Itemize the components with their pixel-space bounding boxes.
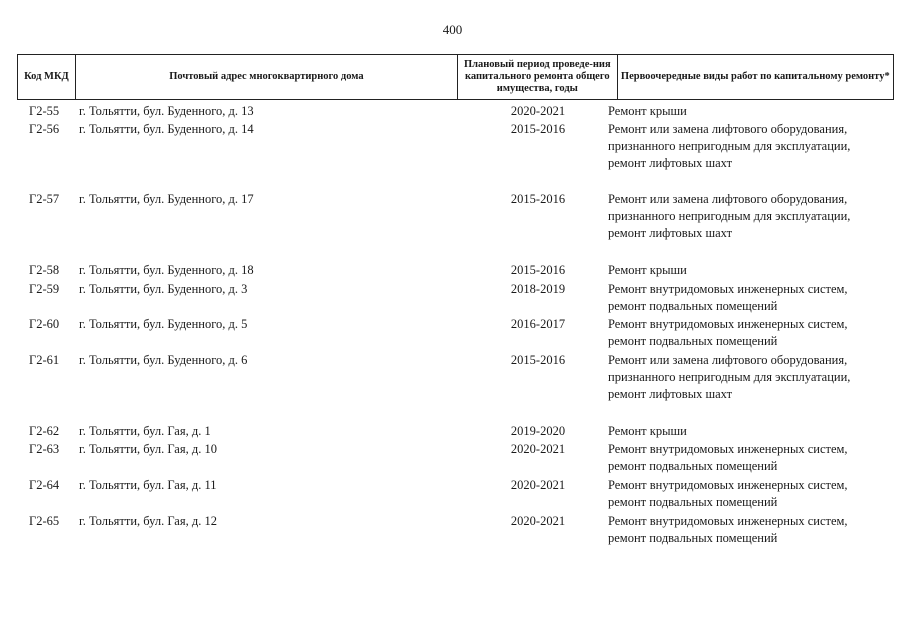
row-works-line: Ремонт или замена лифтового оборудования, xyxy=(608,192,848,206)
row-address: г. Тольятти, бул. Буденного, д. 18 xyxy=(79,263,254,277)
row-works-line: ремонт лифтовых шахт xyxy=(608,156,733,170)
row-address: г. Тольятти, бул. Буденного, д. 3 xyxy=(79,282,248,296)
row-code: Г2-62 xyxy=(29,424,60,438)
header-code: Код МКД xyxy=(18,55,76,99)
row-works-line: ремонт лифтовых шахт xyxy=(608,387,733,401)
row-works xyxy=(608,316,891,350)
page-number: 400 xyxy=(442,22,463,37)
row-address: г. Тольятти, бул. Буденного, д. 5 xyxy=(79,317,248,331)
row-period: 2020-2021 xyxy=(510,442,566,456)
row-works-line: Ремонт внутридомовых инженерных систем, xyxy=(608,514,848,528)
row-works-line: ремонт подвальных помещений xyxy=(608,334,778,348)
row-works-line: ремонт лифтовых шахт xyxy=(608,226,733,240)
row-works-line: ремонт подвальных помещений xyxy=(608,495,778,509)
row-works-line: ремонт подвальных помещений xyxy=(608,531,778,545)
row-period: 2019-2020 xyxy=(510,424,566,438)
row-works xyxy=(608,281,891,315)
row-works-line: Ремонт или замена лифтового оборудования, xyxy=(608,122,848,136)
row-code: Г2-59 xyxy=(29,282,60,296)
row-period: 2015-2016 xyxy=(510,263,566,277)
row-address: г. Тольятти, бул. Буденного, д. 6 xyxy=(79,353,248,367)
row-address: г. Тольятти, бул. Гая, д. 1 xyxy=(79,424,211,438)
row-works-line: ремонт подвальных помещений xyxy=(608,459,778,473)
row-period: 2016-2017 xyxy=(510,317,566,331)
row-works xyxy=(608,121,891,172)
row-works-line: ремонт подвальных помещений xyxy=(608,299,778,313)
row-address: г. Тольятти, бул. Гая, д. 11 xyxy=(79,478,217,492)
row-address: г. Тольятти, бул. Гая, д. 10 xyxy=(79,442,217,456)
row-address: г. Тольятти, бул. Буденного, д. 14 xyxy=(79,122,254,136)
row-code: Г2-64 xyxy=(29,478,60,492)
row-works-line: Ремонт крыши xyxy=(608,104,687,118)
row-code: Г2-60 xyxy=(29,317,60,331)
row-code: Г2-55 xyxy=(29,104,60,118)
row-code: Г2-57 xyxy=(29,192,60,206)
header-address: Почтовый адрес многоквартирного дома xyxy=(76,55,458,99)
row-works xyxy=(608,262,891,279)
row-address: г. Тольятти, бул. Буденного, д. 13 xyxy=(79,104,254,118)
row-address: г. Тольятти, бул. Буденного, д. 17 xyxy=(79,192,254,206)
row-works-line: Ремонт внутридомовых инженерных систем, xyxy=(608,442,848,456)
table-header xyxy=(17,54,894,100)
header-period: Плановый период проведе-ния капитального ремонта общего имущества, годы xyxy=(458,55,618,99)
row-works xyxy=(608,191,891,242)
row-works-line: Ремонт внутридомовых инженерных систем, xyxy=(608,317,848,331)
row-works-line: Ремонт крыши xyxy=(608,424,687,438)
row-period: 2020-2021 xyxy=(510,514,566,528)
row-works xyxy=(608,103,891,120)
row-works xyxy=(608,423,891,440)
row-code: Г2-58 xyxy=(29,263,60,277)
row-code: Г2-63 xyxy=(29,442,60,456)
header-works: Первоочередные виды работ по капитальному ремонту* xyxy=(620,71,890,82)
row-period: 2020-2021 xyxy=(510,104,566,118)
row-period: 2015-2016 xyxy=(510,192,566,206)
row-works-line: признанного непригодным для эксплуатации, xyxy=(608,139,851,153)
row-works xyxy=(608,441,891,475)
row-period: 2018-2019 xyxy=(510,282,566,296)
row-code: Г2-65 xyxy=(29,514,60,528)
row-works-line: признанного непригодным для эксплуатации, xyxy=(608,370,851,384)
row-period: 2015-2016 xyxy=(510,353,566,367)
row-works-line: Ремонт или замена лифтового оборудования, xyxy=(608,353,848,367)
row-period: 2020-2021 xyxy=(510,478,566,492)
row-works-line: Ремонт внутридомовых инженерных систем, xyxy=(608,478,848,492)
row-code: Г2-56 xyxy=(29,122,60,136)
row-works xyxy=(608,513,891,547)
row-works-line: Ремонт крыши xyxy=(608,263,687,277)
row-works-line: Ремонт внутридомовых инженерных систем, xyxy=(608,282,848,296)
row-period: 2015-2016 xyxy=(510,122,566,136)
row-code: Г2-61 xyxy=(29,353,60,367)
row-works-line: признанного непригодным для эксплуатации, xyxy=(608,209,851,223)
row-works xyxy=(608,477,891,511)
row-address: г. Тольятти, бул. Гая, д. 12 xyxy=(79,514,217,528)
row-works xyxy=(608,352,891,403)
